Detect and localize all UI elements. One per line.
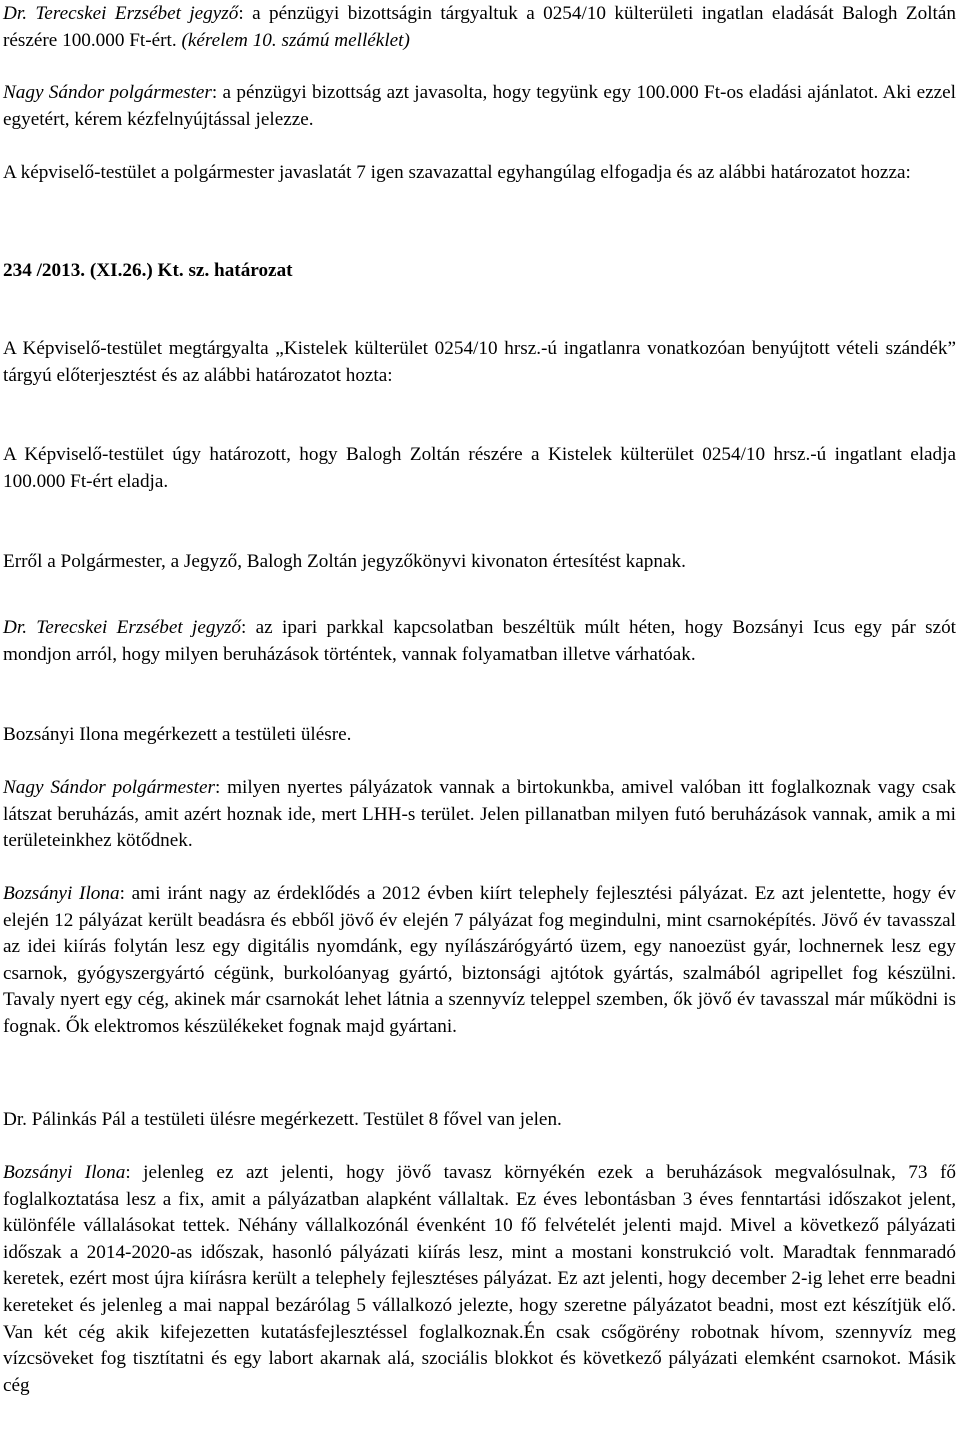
paragraph-arrival-bozsanyi — [3, 722, 956, 749]
paragraph-text: A képviselő-testület a polgármester javaslatát 7 igen szavazattal egyhangúlag elfogadja és az alábbi határozatot hozza: — [3, 162, 911, 183]
speaker-name: Dr. Terecskei Erzsébet jegyző — [3, 617, 242, 638]
paragraph-bozsanyi-report — [3, 881, 956, 1041]
speaker-name: Bozsányi Ilona — [3, 1162, 126, 1183]
paragraph-text: : az ipari parkkal kapcsolatban beszéltük múlt héten, hogy Bozsányi Icus egy pár szót mondjon arról, hogy milyen beruházások történtek, vannak folyamatban illetve várhatóak. — [3, 617, 956, 665]
annex-reference: (kérelem 10. számú melléklet) — [181, 29, 410, 51]
paragraph-mayor-proposal — [3, 80, 956, 133]
speaker-name: Dr. Terecskei Erzsébet jegyző — [3, 3, 239, 24]
paragraph-clerk-report — [3, 1, 956, 54]
paragraph-resolution-decision — [3, 442, 956, 495]
paragraph-mayor-question — [3, 775, 956, 855]
paragraph-text: : a pénzügyi bizottságin tárgyaltuk a 0254/10 külterületi ingatlan eladását Balogh Zoltán részére 100.000 Ft-ért. — [3, 3, 956, 51]
speaker-name: Nagy Sándor polgármester — [3, 777, 215, 798]
speaker-name: Nagy Sándor polgármester — [3, 82, 212, 103]
paragraph-text: Erről a Polgármester, a Jegyző, Balogh Zoltán jegyzőkönyvi kivonaton értesítést kapnak. — [3, 551, 686, 572]
paragraph-text: : milyen nyertes pályázatok vannak a birtokunkba, amivel valóban itt foglalkoznak vagy csak látszat beruházás, amit azért hoznak ide, mert LHH-s terület. Jelen pillanatban milyen futó beruházások vannak, amik a mi területeinkhez kötődnek. — [3, 777, 957, 852]
paragraph-text: : a pénzügyi bizottság azt javasolta, hogy tegyünk egy 100.000 Ft-os eladási ajánlatot. Aki ezzel egyetért, kérem kézfelnyújtással jelezze. — [3, 82, 957, 130]
paragraph-text: : jelenleg ez azt jelenti, hogy jövő tavasz környékén ezek a beruházások megvalósulnak, 73 fő foglalkoztatása lesz a fix, amit a pályázatban alapként vállaltak. Ez éves lebontásban 3 éves fenntartási időszakot jelent, különféle vállalásokat tettek. Néhány vállalkozónál évenként 10 fő felvételét jelenti majd. Mivel a következő pályázati időszak a 2014-2020-as időszak, hasonló pályázati kiírás lesz, mint a mostani konstrukció volt. Maradtak fennmaradó keretek, ezért most újra kiírásra került a telephely fejlesztéses pályázat. Ez azt jelenti, hogy december 2-ig lehet erre beadni kereteket és jelenleg a mai nappal bezárólag 5 vállalkozó jelezte, hogy szeretne pályázatot beadni, most ezt készítjük elő. Van két cég akik kifejezetten kutatásfejlesztéssel foglalkoznak.Én csak csőgörény robotnak hívom, szennyvíz meg vízcsöveket fog tisztítatni és egy labort akarnak alá, szociális blokkot és következő pályázati elemként csarnokot. Másik cég — [3, 1162, 956, 1396]
paragraph-clerk-industrial-park — [3, 615, 956, 668]
paragraph-text: Bozsányi Ilona megérkezett a testületi ülésre. — [3, 724, 352, 745]
paragraph-text: Dr. Pálinkás Pál a testületi ülésre megérkezett. Testület 8 fővel van jelen. — [3, 1109, 562, 1130]
paragraph-text: : ami iránt nagy az érdeklődés a 2012 évben kiírt telephely fejlesztési pályázat. Ez azt jelentette, hogy év elején 12 pályázat került beadásra és ebből jövő év elején 7 pályázat fog megindulni, mint csarnoképítés. Jövő év tavasszal az idei kiírás folytán lesz egy digitális nyomdánk, egy nyílászárógyártó üzem, egy nanoezüst gyár, lochnernek lesz egy csarnok, gyógyszergyártó cégünk, burkolóanyag gyártó, biztonsági ajtótok gyártás, szalmából agripellet fog készülni. Tavaly nyert egy cég, akinek már csarnokát lehet látnia a szennyvíz teleppel szemben, ők jövő év tavasszal már működni is fognak. Ők elektromos készülékeket fognak majd gyártani. — [3, 883, 956, 1037]
paragraph-notification — [3, 549, 956, 576]
paragraph-text: A Képviselő-testület megtárgyalta „Kistelek külterület 0254/10 hrsz.-ú ingatlanra vonatkozóan benyújtott vételi szándék” tárgyú előterjesztést és az alábbi határozatot hozta: — [3, 338, 956, 386]
paragraph-bozsanyi-continued — [3, 1160, 956, 1399]
resolution-title: 234 /2013. (XI.26.) Kt. sz. határozat — [3, 260, 293, 281]
paragraph-resolution-subject — [3, 336, 956, 389]
paragraph-arrival-palinkas — [3, 1107, 956, 1134]
paragraph-text: A Képviselő-testület úgy határozott, hogy Balogh Zoltán részére a Kistelek külterület 0254/10 hrsz.-ú ingatlant eladja 100.000 Ft-ért eladja. — [3, 444, 956, 492]
speaker-name: Bozsányi Ilona — [3, 883, 120, 904]
paragraph-vote-result — [3, 160, 956, 187]
